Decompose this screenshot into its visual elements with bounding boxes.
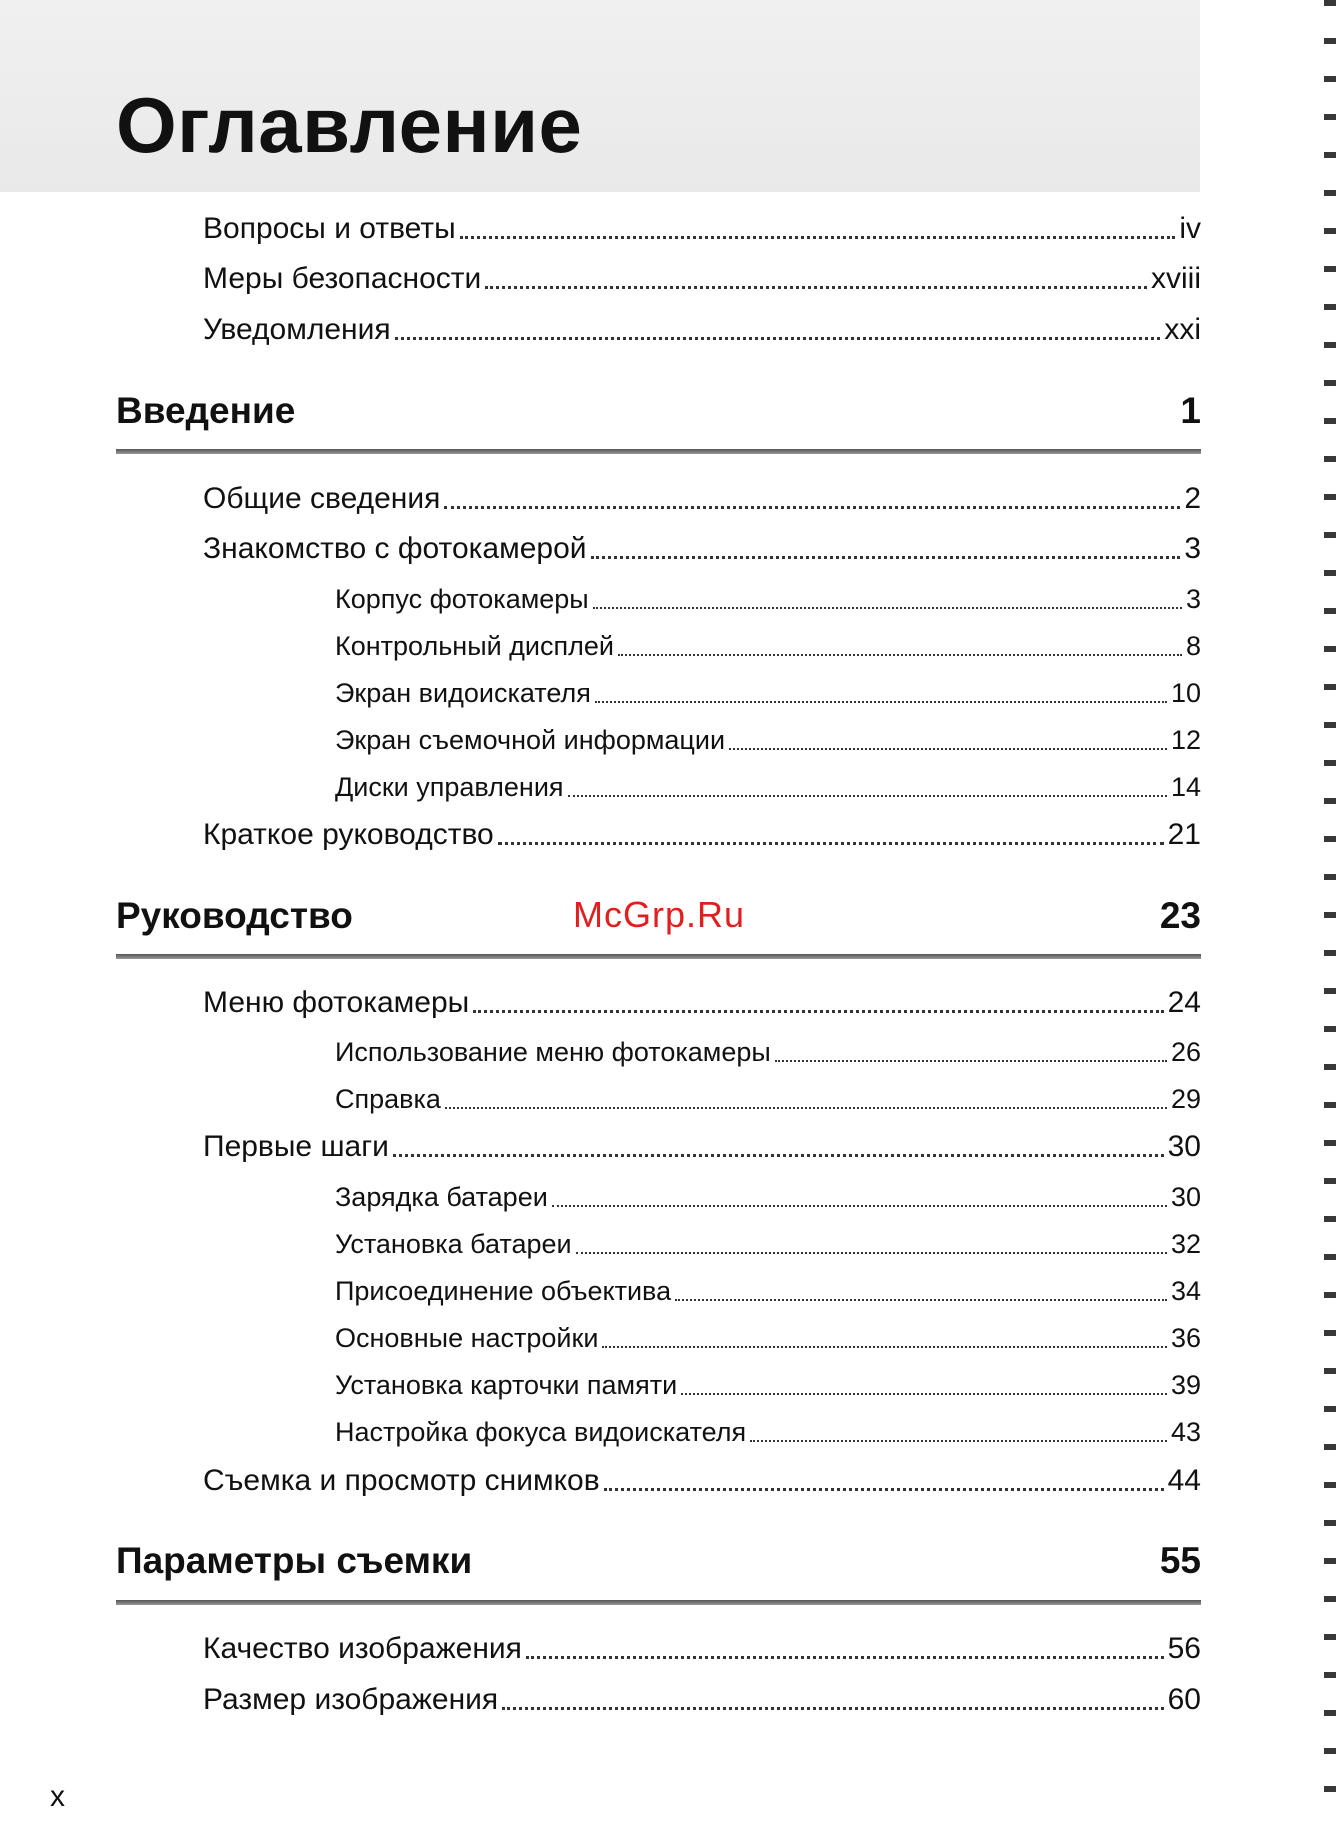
page-number: x xyxy=(50,1780,65,1813)
section-heading[interactable] xyxy=(116,895,1201,937)
leader-dots xyxy=(473,1010,1163,1013)
toc-entry-page: 14 xyxy=(1170,772,1201,802)
toc-entry-page: 30 xyxy=(1170,1182,1201,1212)
toc-subentry[interactable] xyxy=(335,1084,1201,1115)
toc-entry[interactable] xyxy=(203,986,1201,1020)
leader-dots xyxy=(460,236,1176,239)
section-rule xyxy=(116,1600,1201,1605)
toc-entry-title: Размер изображения xyxy=(203,1683,499,1716)
toc-entry-page: 44 xyxy=(1167,1464,1201,1497)
leader-dots xyxy=(498,842,1164,845)
toc-entry-title: Меры безопасности xyxy=(203,262,482,295)
toc-subentry[interactable] xyxy=(335,1370,1201,1401)
toc-entry-page: 34 xyxy=(1170,1276,1201,1306)
leader-dots xyxy=(604,1488,1164,1491)
toc-entry-page: 8 xyxy=(1185,631,1201,661)
leader-dots xyxy=(526,1656,1164,1659)
toc-entry-page: 10 xyxy=(1170,678,1201,708)
toc-subentry[interactable] xyxy=(335,631,1201,662)
leader-dots xyxy=(393,1154,1164,1157)
toc-entry-title: Первые шаги xyxy=(203,1130,389,1163)
toc-entry[interactable] xyxy=(203,1464,1201,1498)
toc-entry-page: 21 xyxy=(1167,818,1201,851)
leader-dots xyxy=(576,1252,1167,1254)
toc-entry-title: Диски управления xyxy=(335,772,564,802)
toc-entry-title: Меню фотокамеры xyxy=(203,986,470,1019)
toc-entry-page: 26 xyxy=(1170,1037,1201,1067)
section-page: 23 xyxy=(1159,895,1201,936)
leader-dots xyxy=(502,1707,1163,1710)
leader-dots xyxy=(750,1440,1167,1442)
leader-dots xyxy=(591,556,1181,559)
toc-entry-title: Установка батареи xyxy=(335,1229,572,1259)
toc-entry-page: 30 xyxy=(1167,1130,1201,1163)
toc-entry-title: Основные настройки xyxy=(335,1323,599,1353)
toc-subentry[interactable] xyxy=(335,1182,1201,1213)
toc-entry-page: xxi xyxy=(1164,313,1201,346)
watermark: McGrp.Ru xyxy=(573,894,746,935)
toc-entry[interactable] xyxy=(203,1683,1201,1717)
toc-entry-title: Использование меню фотокамеры xyxy=(335,1037,771,1067)
section-heading[interactable] xyxy=(116,390,1201,432)
toc-entry-title: Съемка и просмотр снимков xyxy=(203,1464,600,1497)
toc-entry-page: 3 xyxy=(1185,584,1201,614)
toc-subentry[interactable] xyxy=(335,772,1201,803)
toc-entry-page: 43 xyxy=(1170,1417,1201,1447)
toc-subentry[interactable] xyxy=(335,725,1201,756)
toc-subentry[interactable] xyxy=(335,1323,1201,1354)
toc-subentry[interactable] xyxy=(335,584,1201,615)
section-rule xyxy=(116,954,1201,959)
toc-entry-title: Уведомления xyxy=(203,313,391,346)
toc-entry-title: Настройка фокуса видоискателя xyxy=(335,1417,747,1447)
section-heading[interactable] xyxy=(116,1540,1201,1582)
leader-dots xyxy=(552,1205,1167,1207)
leader-dots xyxy=(444,506,1180,509)
toc-subentry[interactable] xyxy=(335,1276,1201,1307)
leader-dots xyxy=(618,654,1182,656)
toc-entry-page: xviii xyxy=(1151,262,1201,295)
toc-entry-page: 2 xyxy=(1184,482,1201,515)
section-title: Введение xyxy=(116,390,296,431)
toc-entry-title: Качество изображения xyxy=(203,1632,522,1665)
section-rule xyxy=(116,449,1201,454)
toc-subentry[interactable] xyxy=(335,678,1201,709)
toc-entry-page: iv xyxy=(1179,212,1201,245)
toc-entry-title: Экран съемочной информации xyxy=(335,725,726,755)
toc-entry[interactable] xyxy=(203,212,1201,246)
section-title: Руководство xyxy=(116,895,353,936)
leader-dots xyxy=(395,337,1161,340)
toc-entry-page: 36 xyxy=(1170,1323,1201,1353)
leader-dots xyxy=(445,1107,1167,1109)
toc-entry-page: 24 xyxy=(1167,986,1201,1019)
toc-entry-page: 56 xyxy=(1167,1632,1201,1665)
toc-entry-title: Контрольный дисплей xyxy=(335,631,614,661)
toc-subentry[interactable] xyxy=(335,1417,1201,1448)
leader-dots xyxy=(568,795,1167,797)
section-title: Параметры съемки xyxy=(116,1540,473,1581)
toc-entry-page: 29 xyxy=(1170,1084,1201,1114)
toc-entry[interactable] xyxy=(203,1632,1201,1666)
toc-entry[interactable] xyxy=(203,532,1201,566)
toc-entry-title: Краткое руководство xyxy=(203,818,494,851)
toc-entry-title: Знакомство с фотокамерой xyxy=(203,532,587,565)
section-page: 55 xyxy=(1159,1540,1201,1581)
leader-dots xyxy=(681,1393,1167,1395)
toc-entry[interactable] xyxy=(203,262,1201,296)
toc-entry[interactable] xyxy=(203,482,1201,516)
toc-entry-title: Экран видоискателя xyxy=(335,678,591,708)
section-page: 1 xyxy=(1180,390,1201,431)
leader-dots xyxy=(485,286,1147,289)
leader-dots xyxy=(675,1299,1167,1301)
scan-edge xyxy=(1324,0,1336,1824)
toc-entry-title: Справка xyxy=(335,1084,441,1114)
toc-entry-title: Присоединение объектива xyxy=(335,1276,672,1306)
toc-subentry[interactable] xyxy=(335,1037,1201,1068)
toc-entry-title: Общие сведения xyxy=(203,482,441,515)
page-title: Оглавление xyxy=(116,81,583,169)
leader-dots xyxy=(602,1346,1167,1348)
toc-entry[interactable] xyxy=(203,313,1201,347)
toc-entry[interactable] xyxy=(203,818,1201,852)
toc-entry-title: Корпус фотокамеры xyxy=(335,584,589,614)
toc-entry-page: 60 xyxy=(1167,1683,1201,1716)
leader-dots xyxy=(593,607,1182,609)
toc-entry-title: Зарядка батареи xyxy=(335,1182,548,1212)
toc-entry-title: Вопросы и ответы xyxy=(203,212,456,245)
leader-dots xyxy=(595,701,1167,703)
toc-entry[interactable] xyxy=(203,1130,1201,1164)
leader-dots xyxy=(729,748,1167,750)
toc-entry-page: 3 xyxy=(1184,532,1201,565)
toc-subentry[interactable] xyxy=(335,1229,1201,1260)
leader-dots xyxy=(775,1060,1167,1062)
toc-entry-page: 32 xyxy=(1170,1229,1201,1259)
toc-entry-page: 39 xyxy=(1170,1370,1201,1400)
toc-entry-page: 12 xyxy=(1170,725,1201,755)
toc-entry-title: Установка карточки памяти xyxy=(335,1370,678,1400)
